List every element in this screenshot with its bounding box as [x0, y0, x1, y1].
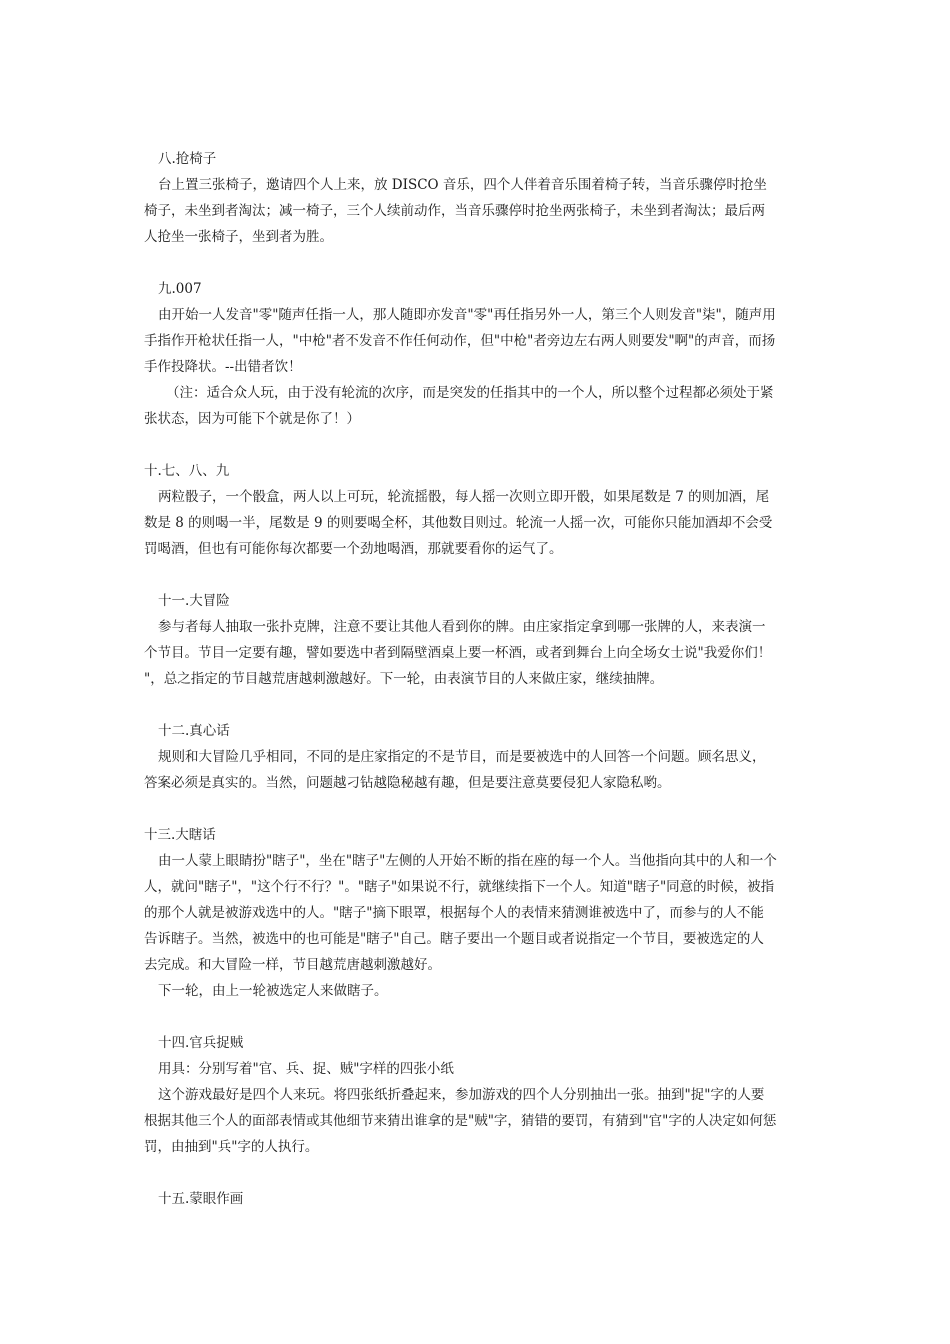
paragraph-line: 由一人蒙上眼睛扮"瞎子"，坐在"瞎子"左侧的人开始不断的指在座的每一个人。当他指向其中的人和一个	[158, 853, 777, 869]
paragraph-line: 数是 8 的则喝一半，尾数是 9 的则要喝全杯，其他数目则过。轮流一人摇一次，可能你只能加酒却不会受	[144, 515, 773, 531]
paragraph-line: 由开始一人发音"零"随声任指一人，那人随即亦发音"零"再任指另外一人，第三个人则发音"柒"，随声用	[158, 307, 776, 323]
section-title: 十四.官兵捉贼	[158, 1035, 244, 1051]
section-title: 九.007	[158, 281, 202, 297]
paragraph-line: 用具：分别写着"官、兵、捉、贼"字样的四张小纸	[158, 1061, 454, 1077]
section-da-xiahua	[144, 822, 810, 1004]
paragraph-line: 个节目。节目一定要有趣，譬如要选中者到隔壁酒桌上要一杯酒，或者到舞台上向全场女士说"我爱你们！	[144, 645, 772, 661]
paragraph-line: 手作投降状。--出错者饮！	[144, 359, 302, 375]
section-title: 十五.蒙眼作画	[158, 1191, 244, 1207]
paragraph-line: 人抢坐一张椅子，坐到者为胜。	[144, 229, 333, 245]
paragraph-line: 告诉瞎子。当然，被选中的也可能是"瞎子"自己。瞎子要出一个题目或者说指定一个节目，要被选定的人	[144, 931, 764, 947]
paragraph-line: 台上置三张椅子，邀请四个人上来，放 DISCO 音乐，四个人伴着音乐围着椅子转，当音乐骤停时抢坐	[158, 177, 767, 193]
section-title: 十一.大冒险	[158, 593, 230, 609]
paragraph-line: 去完成。和大冒险一样，节目越荒唐越刺激越好。	[144, 957, 441, 973]
note-line: 张状态，因为可能下个就是你了！）	[144, 411, 360, 427]
paragraph-line: 规则和大冒险几乎相同，不同的是庄家指定的不是节目，而是要被选中的人回答一个问题。顾名思义，	[158, 749, 766, 765]
section-da-maoxian	[144, 588, 810, 692]
section-seven-eight-nine	[144, 458, 810, 562]
paragraph-line: 这个游戏最好是四个人来玩。将四张纸折叠起来，参加游戏的四个人分别抽出一张。抽到"捉"字的人要	[158, 1087, 765, 1103]
section-title: 八.抢椅子	[158, 151, 217, 167]
paragraph-line: "，总之指定的节目越荒唐越刺激越好。下一轮，由表演节目的人来做庄家，继续抽牌。	[144, 671, 664, 687]
paragraph-line: 人，就问"瞎子"，"这个行不行？"。"瞎子"如果说不行，就继续指下一个人。知道"瞎子"同意的时候，被指	[144, 879, 775, 895]
section-title: 十三.大瞎话	[144, 827, 216, 843]
paragraph-line: 根据其他三个人的面部表情或其他细节来猜出谁拿的是"贼"字，猜错的要罚，有猜到"官"字的人决定如何惩	[144, 1113, 777, 1129]
paragraph-line: 下一轮，由上一轮被选定人来做瞎子。	[158, 983, 388, 999]
paragraph-line: 答案必须是真实的。当然，问题越刁钻越隐秘越有趣，但是要注意莫要侵犯人家隐私哟。	[144, 775, 671, 791]
section-zhenxinhua	[144, 718, 810, 796]
paragraph-line: 罚，由抽到"兵"字的人执行。	[144, 1139, 319, 1155]
paragraph-line: 手指作开枪状任指一人，"中枪"者不发音不作任何动作，但"中枪"者旁边左右两人则要发"啊"的声音，而扬	[144, 333, 776, 349]
section-title: 十.七、八、九	[144, 463, 230, 479]
paragraph-line: 两粒骰子，一个骰盒，两人以上可玩，轮流摇骰，每人摇一次则立即开骰，如果尾数是 7 的则加酒，尾	[158, 489, 770, 505]
paragraph-line: 参与者每人抽取一张扑克牌，注意不要让其他人看到你的牌。由庄家指定拿到哪一张牌的人，来表演一	[158, 619, 766, 635]
document-page	[144, 146, 810, 1212]
paragraph-line: 椅子，未坐到者淘汰；减一椅子，三个人续前动作，当音乐骤停时抢坐两张椅子，未坐到者淘汰；最后两	[144, 203, 765, 219]
section-007	[144, 276, 810, 432]
paragraph-line: 的那个人就是被游戏选中的人。"瞎子"摘下眼罩，根据每个人的表情来猜测谁被选中了，而参与的人不能	[144, 905, 764, 921]
section-title: 十二.真心话	[158, 723, 230, 739]
section-guanbing-zhuozei	[144, 1030, 810, 1160]
note-line: （注：适合众人玩，由于没有轮流的次序，而是突发的任指其中的一个人，所以整个过程都必须处于紧	[166, 385, 774, 401]
paragraph-line: 罚喝酒，但也有可能你每次都要一个劲地喝酒，那就要看你的运气了。	[144, 541, 563, 557]
section-mengyan-zuohua	[144, 1186, 810, 1212]
section-qiang-yizi	[144, 146, 810, 250]
